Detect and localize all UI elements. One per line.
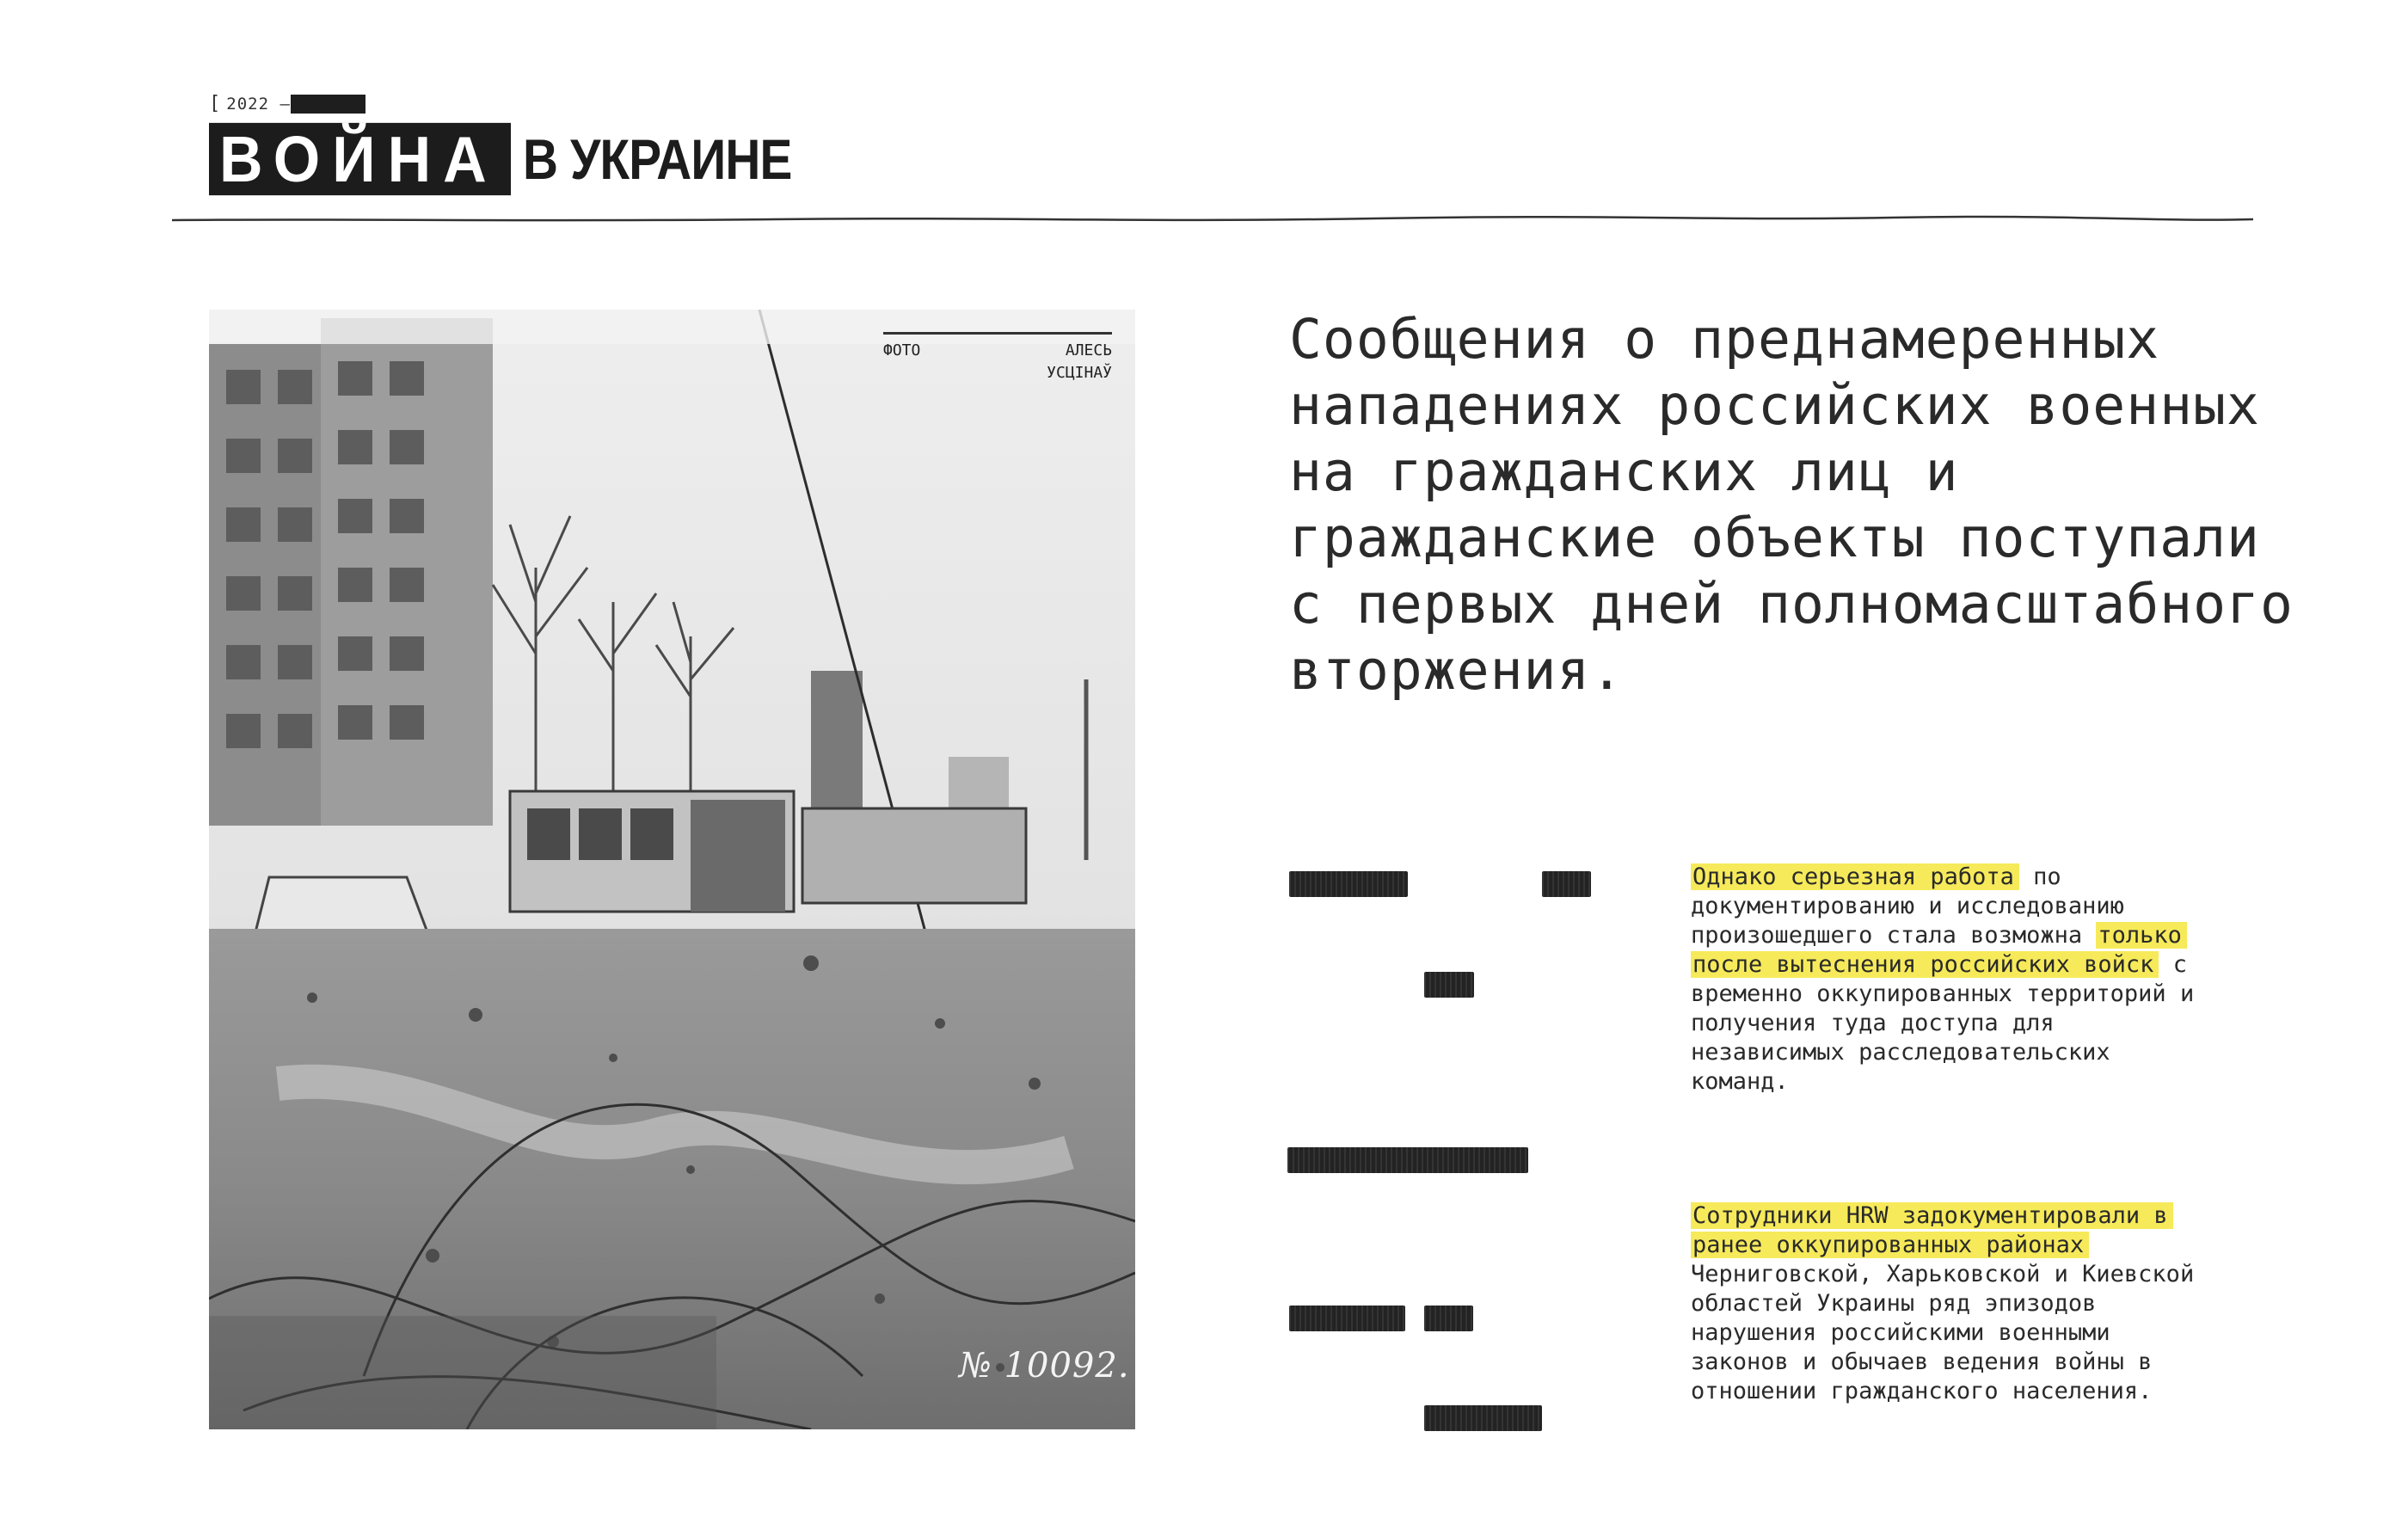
paragraph-text: по документированию и исследованию произошедшего стала возможна bbox=[1691, 863, 2124, 949]
article-headline: Сообщения о преднамеренных нападениях российских военных на гражданских лиц и гражданские объекты поступали с первых дней полномасштабного вторжения. bbox=[1289, 308, 2294, 702]
body-paragraph-2 bbox=[1691, 1201, 2207, 1406]
redaction-bar bbox=[1287, 1147, 1528, 1173]
news-photo bbox=[209, 310, 1135, 1429]
photo-credit-label: ФОТО bbox=[883, 341, 921, 359]
photo-credit bbox=[883, 332, 1112, 384]
photo-credit-name bbox=[1047, 340, 1112, 384]
redaction-bar bbox=[1424, 1306, 1473, 1331]
header-divider bbox=[172, 212, 2253, 229]
logo-tail: В УКРАИНЕ bbox=[522, 127, 792, 191]
logo-year-text: 2022 – bbox=[226, 94, 291, 114]
photo-number: № 10092. bbox=[959, 1346, 1130, 1385]
site-logo[interactable] bbox=[209, 122, 835, 196]
photo-illustration bbox=[209, 310, 1135, 1429]
bracket-glyph: [ bbox=[209, 93, 222, 114]
logo-word: ВОЙНА bbox=[219, 122, 499, 196]
logo-word-box bbox=[209, 123, 511, 195]
photo-credit-name-line2: УСЦІНАЎ bbox=[1047, 364, 1112, 382]
paragraph-text: Черниговской, Харьковской и Киевской областей Украины ряд эпизодов нарушения российскими военными законов и обычаев ведения войны в отношении гражданского населения. bbox=[1691, 1261, 2195, 1404]
paragraph-text: с временно оккупированных территорий и получения туда доступа для независимых расследовательских команд. bbox=[1691, 951, 2195, 1095]
body-paragraph-1 bbox=[1691, 863, 2207, 1097]
redaction-bar bbox=[1289, 1306, 1405, 1331]
redaction-bar bbox=[1424, 1405, 1542, 1431]
redaction-bar bbox=[1542, 871, 1591, 897]
photo-credit-name-line1: АЛЕСЬ bbox=[1065, 341, 1112, 359]
redaction-bar bbox=[1424, 972, 1474, 998]
highlight-text: Сотрудники HRW задокументировали в ранее оккупированных районах bbox=[1691, 1202, 2173, 1258]
redaction-bar bbox=[1289, 871, 1408, 897]
logo-year bbox=[209, 93, 291, 114]
highlight-text: только после вытеснения российских войск bbox=[1691, 922, 2187, 978]
logo-year-redaction bbox=[291, 95, 366, 114]
highlight-text: Однако серьезная работа bbox=[1691, 863, 2019, 890]
